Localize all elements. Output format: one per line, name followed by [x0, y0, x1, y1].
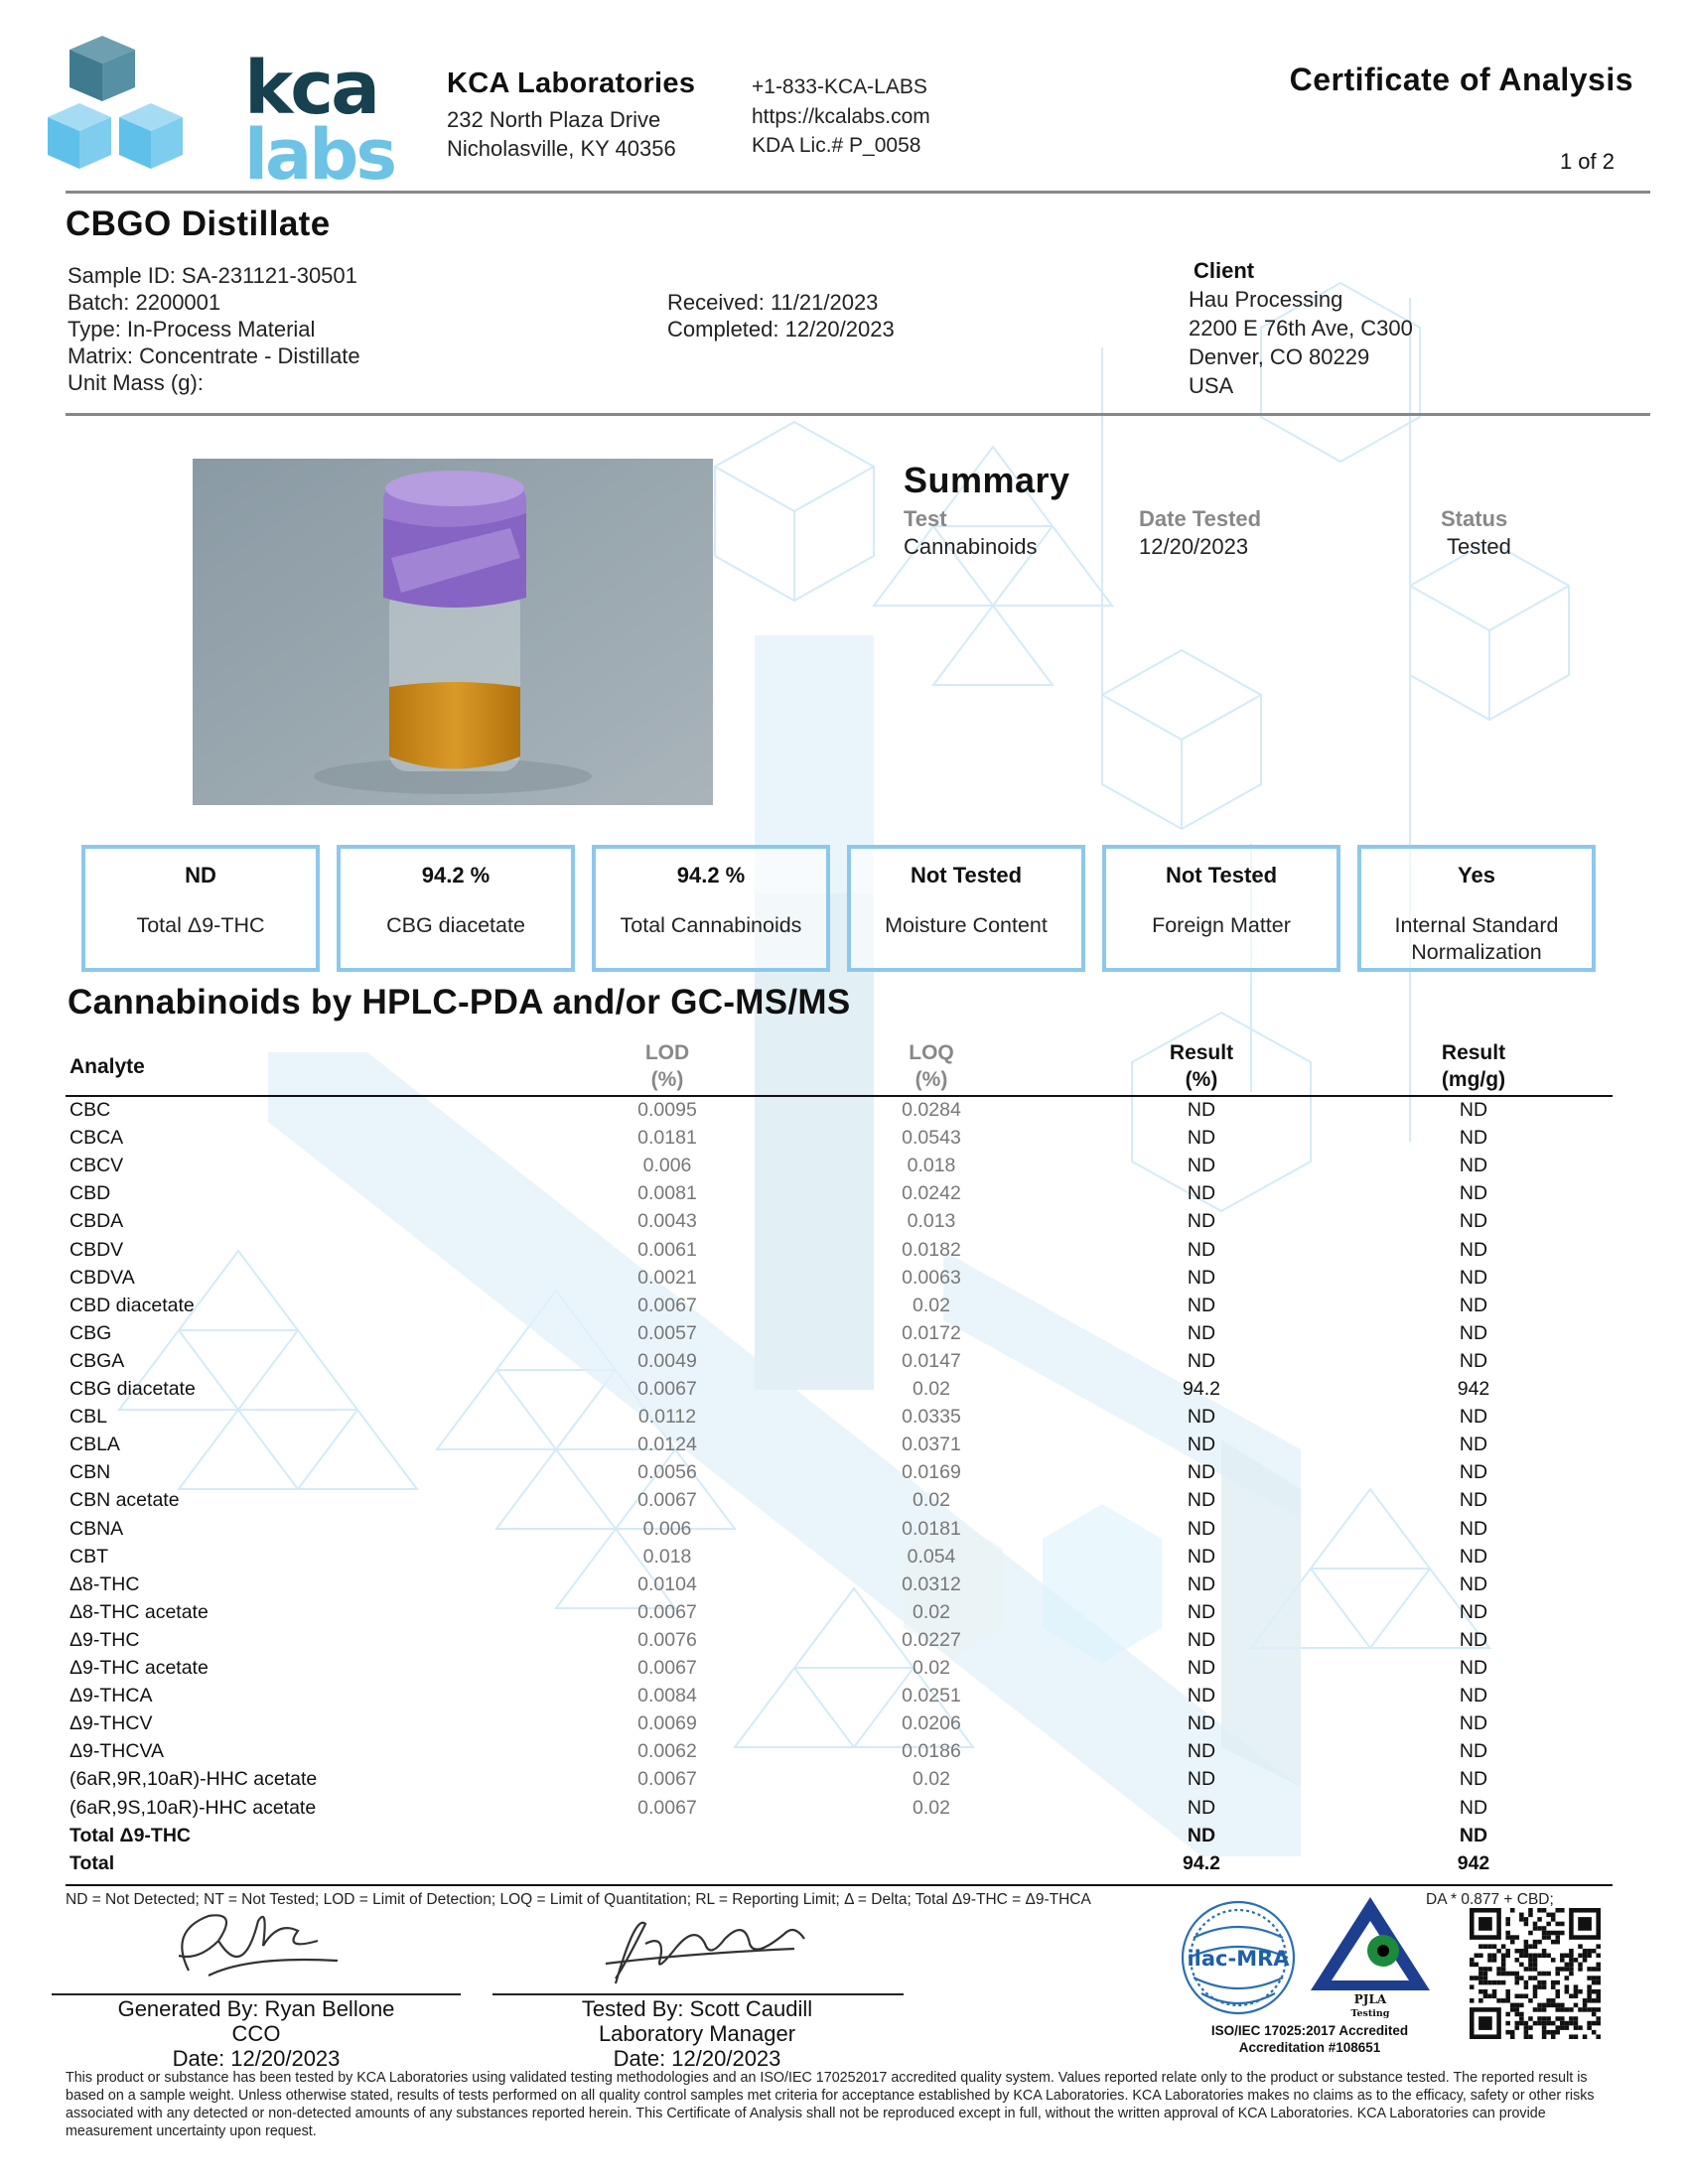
signature-generated-date: Date: 12/20/2023 [172, 2046, 341, 2071]
result-percent: ND [1187, 1406, 1216, 1429]
analyte-name: Δ9-THCA [70, 1685, 153, 1707]
analyte-name: CBG [70, 1321, 112, 1344]
signature-tested-date: Date: 12/20/2023 [613, 2046, 781, 2071]
lab-phone: +1-833-KCA-LABS [752, 75, 927, 98]
result-percent: ND [1187, 1433, 1216, 1456]
analyte-name: CBN acetate [70, 1489, 180, 1512]
header-divider [66, 191, 1650, 194]
table-row [0, 1097, 1688, 1125]
lod-value: 0.0057 [637, 1321, 697, 1344]
col-header-loq [860, 1039, 1003, 1093]
table-row [0, 1432, 1688, 1459]
lod-value: 0.0067 [637, 1294, 697, 1316]
product-name: CBGO Distillate [66, 205, 331, 243]
loq-value: 0.02 [913, 1378, 950, 1400]
table-row [0, 1599, 1688, 1627]
accreditation-line2: Accreditation #108651 [1238, 2040, 1381, 2055]
loq-value: 0.0186 [902, 1740, 961, 1763]
result-box-label: Total Cannabinoids [620, 913, 802, 937]
loq-value: 0.0147 [902, 1349, 961, 1372]
pjla-logo [1306, 1891, 1435, 2020]
table-row [0, 1544, 1688, 1571]
summary-status: Tested [1447, 534, 1511, 559]
analyte-name: CBD [70, 1182, 111, 1205]
col-header-analyte: Analyte [70, 1055, 145, 1078]
sample-type: Type: In-Process Material [68, 317, 316, 341]
lod-value: 0.0095 [637, 1099, 697, 1121]
loq-value: 0.0206 [902, 1712, 961, 1735]
result-percent: ND [1187, 1099, 1216, 1121]
table-row [0, 1516, 1688, 1544]
table-row [0, 1487, 1688, 1515]
logo-wordmark-top: kca [244, 46, 378, 131]
col-header-result-percent-line2: (%) [1185, 1068, 1218, 1091]
loq-value: 0.0172 [902, 1321, 961, 1344]
analyte-name: CBD diacetate [70, 1294, 195, 1316]
lod-value: 0.0062 [637, 1740, 697, 1763]
result-mgg: ND [1459, 1572, 1488, 1595]
result-box-value: ND [185, 863, 216, 887]
result-box-label: Internal Standard Normalization [1394, 913, 1559, 964]
analyte-name: CBDV [70, 1238, 124, 1261]
lab-name: KCA Laboratories [447, 68, 696, 99]
result-percent: ND [1187, 1628, 1216, 1651]
total-name: Total [70, 1851, 115, 1874]
loq-value: 0.02 [913, 1600, 950, 1623]
loq-value: 0.0063 [902, 1266, 961, 1289]
analyte-name: CBLA [70, 1433, 120, 1456]
analyte-name: CBL [70, 1406, 107, 1429]
result-box-moisture [847, 845, 1085, 972]
signature-block-tested [479, 1996, 915, 2071]
lod-value: 0.0067 [637, 1378, 697, 1400]
result-box-value: Not Tested [910, 863, 1023, 887]
result-box-foreign-matter [1102, 845, 1340, 972]
col-header-result-percent [1132, 1039, 1271, 1093]
result-mgg: ND [1459, 1796, 1488, 1819]
analyte-name: Δ9-THCVA [70, 1740, 165, 1763]
result-box-value: 94.2 % [676, 863, 746, 887]
result-percent: ND [1187, 1796, 1216, 1819]
kca-labs-logo [40, 36, 417, 185]
document-title: Certificate of Analysis [1289, 62, 1633, 97]
table-row [0, 1320, 1688, 1348]
client-name: Hau Processing [1189, 287, 1343, 312]
table-row [0, 1265, 1688, 1293]
lod-value: 0.0056 [637, 1461, 697, 1484]
result-mgg: ND [1459, 1740, 1488, 1763]
result-mgg: 942 [1457, 1378, 1490, 1400]
loq-value: 0.02 [913, 1768, 950, 1791]
analyte-name: CBDVA [70, 1266, 135, 1289]
analyte-name: CBCV [70, 1155, 124, 1177]
result-box-total-d9thc [81, 845, 320, 972]
signature-line-generated [52, 1993, 461, 1995]
result-percent: ND [1187, 1740, 1216, 1763]
analyte-name: CBT [70, 1545, 108, 1568]
loq-value: 0.02 [913, 1294, 950, 1316]
client-street: 2200 E 76th Ave, C300 [1189, 316, 1413, 341]
result-box-label: Foreign Matter [1152, 913, 1291, 937]
lod-value: 0.0061 [637, 1238, 697, 1261]
analyte-name: CBCA [70, 1127, 124, 1150]
result-percent: ND [1187, 1545, 1216, 1568]
result-box-value: 94.2 % [421, 863, 491, 887]
table-row [0, 1376, 1688, 1404]
table-row [0, 1571, 1688, 1599]
col-header-result-percent-line1: Result [1169, 1041, 1234, 1064]
summary-header-test: Test [904, 506, 947, 531]
loq-value: 0.0251 [902, 1685, 961, 1707]
page-number: 1 of 2 [1559, 149, 1615, 174]
lod-value: 0.0067 [637, 1489, 697, 1512]
loq-value: 0.02 [913, 1489, 950, 1512]
total-result-percent: 94.2 [1183, 1851, 1220, 1874]
lod-value: 0.0043 [637, 1210, 697, 1233]
pjla-testing-label: Testing [1350, 2008, 1390, 2019]
col-header-loq-line1: LOQ [909, 1041, 954, 1064]
client-city: Denver, CO 80229 [1189, 344, 1370, 369]
table-row [0, 1795, 1688, 1823]
sample-id: Sample ID: SA-231121-30501 [68, 263, 357, 288]
analyte-name: Δ9-THC [70, 1628, 140, 1651]
result-mgg: ND [1459, 1712, 1488, 1735]
result-percent: ND [1187, 1461, 1216, 1484]
result-mgg: ND [1459, 1600, 1488, 1623]
loq-value: 0.0182 [902, 1238, 961, 1261]
client-heading: Client [1194, 258, 1255, 283]
loq-value: 0.0169 [902, 1461, 961, 1484]
lab-website[interactable]: https://kcalabs.com [752, 105, 930, 128]
lod-value: 0.0084 [637, 1685, 697, 1707]
result-box-normalization [1357, 845, 1596, 972]
ilac-mra-logo [1174, 1896, 1303, 2020]
loq-value: 0.0371 [902, 1433, 961, 1456]
client-country: USA [1189, 373, 1234, 398]
completed-date: Completed: 12/20/2023 [667, 317, 895, 341]
result-mgg: ND [1459, 1768, 1488, 1791]
col-header-result-mgg-line2: (mg/g) [1441, 1068, 1506, 1091]
result-box-value: Yes [1458, 863, 1495, 887]
lod-value: 0.0069 [637, 1712, 697, 1735]
lod-value: 0.0081 [637, 1182, 697, 1205]
table-row [0, 1293, 1688, 1320]
col-header-result-mgg-line1: Result [1441, 1041, 1506, 1064]
col-header-result-mgg [1404, 1039, 1543, 1093]
result-mgg: ND [1459, 1099, 1488, 1121]
logo-cubes-icon [48, 36, 183, 169]
result-box-label: Total Δ9-THC [136, 913, 265, 937]
section-title: Cannabinoids by HPLC-PDA and/or GC-MS/MS [68, 983, 851, 1022]
result-mgg: ND [1459, 1238, 1488, 1261]
summary-header-status: Status [1441, 506, 1508, 531]
total-result-percent: ND [1187, 1824, 1216, 1846]
batch: Batch: 2200001 [68, 290, 221, 315]
qr-code[interactable] [1470, 1908, 1601, 2039]
result-mgg: ND [1459, 1545, 1488, 1568]
lod-value: 0.0067 [637, 1657, 697, 1679]
result-percent: ND [1187, 1266, 1216, 1289]
result-box-total-cannabinoids [592, 845, 830, 972]
result-mgg: ND [1459, 1685, 1488, 1707]
result-mgg: ND [1459, 1349, 1488, 1372]
result-mgg: ND [1459, 1321, 1488, 1344]
table-row [0, 1208, 1688, 1236]
lod-value: 0.0021 [637, 1266, 697, 1289]
result-percent: ND [1187, 1685, 1216, 1707]
loq-value: 0.0181 [902, 1517, 961, 1540]
result-percent: ND [1187, 1238, 1216, 1261]
signature-generated-title: CCO [231, 2021, 281, 2046]
matrix: Matrix: Concentrate - Distillate [68, 343, 360, 368]
analyte-name: CBN [70, 1461, 111, 1484]
lod-value: 0.0076 [637, 1628, 697, 1651]
signature-ryan-bellone [149, 1901, 348, 1990]
lab-address-line2: Nicholasville, KY 40356 [447, 136, 676, 161]
summary-title: Summary [904, 460, 1070, 500]
table-row [0, 1655, 1688, 1683]
lod-value: 0.006 [642, 1155, 692, 1177]
result-box-value: Not Tested [1165, 863, 1278, 887]
table-row [0, 1683, 1688, 1710]
analyte-name: CBGA [70, 1349, 125, 1372]
signature-line-tested [492, 1993, 904, 1995]
result-percent: 94.2 [1183, 1378, 1220, 1400]
result-box-cbg-diacetate [337, 845, 575, 972]
signature-generated-by: Generated By: Ryan Bellone [117, 1996, 395, 2021]
result-percent: ND [1187, 1572, 1216, 1595]
loq-value: 0.02 [913, 1657, 950, 1679]
result-percent: ND [1187, 1657, 1216, 1679]
result-mgg: ND [1459, 1657, 1488, 1679]
result-mgg: ND [1459, 1433, 1488, 1456]
analyte-name: Δ8-THC [70, 1572, 140, 1595]
lod-value: 0.0112 [637, 1406, 697, 1429]
loq-value: 0.0227 [902, 1628, 961, 1651]
loq-value: 0.054 [907, 1545, 956, 1568]
total-result-mgg: ND [1459, 1824, 1488, 1846]
result-percent: ND [1187, 1349, 1216, 1372]
summary-test: Cannabinoids [904, 534, 1038, 559]
result-percent: ND [1187, 1600, 1216, 1623]
result-mgg: ND [1459, 1489, 1488, 1512]
col-header-loq-line2: (%) [914, 1068, 948, 1091]
lab-license: KDA Lic.# P_0058 [752, 134, 921, 157]
result-mgg: ND [1459, 1155, 1488, 1177]
table-total-row [0, 1823, 1688, 1850]
table-row [0, 1459, 1688, 1487]
result-percent: ND [1187, 1321, 1216, 1344]
result-percent: ND [1187, 1127, 1216, 1150]
lod-value: 0.0181 [637, 1127, 697, 1150]
col-header-lod [596, 1039, 739, 1093]
legend: ND = Not Detected; NT = Not Tested; LOD = Limit of Detection; LOQ = Limit of Quantitation; RL = Reporting Limit; Δ = Delta; Total Δ9-THC = Δ9-THCA [66, 1891, 1091, 1908]
result-percent: ND [1187, 1182, 1216, 1205]
signature-block-generated [38, 1996, 475, 2071]
analyte-name: CBC [70, 1099, 111, 1121]
result-percent: ND [1187, 1712, 1216, 1735]
table-row [0, 1627, 1688, 1655]
table-total-row [0, 1850, 1688, 1878]
analyte-name: CBG diacetate [70, 1378, 196, 1400]
result-percent: ND [1187, 1517, 1216, 1540]
table-row [0, 1710, 1688, 1738]
summary-date: 12/20/2023 [1139, 534, 1249, 559]
loq-value: 0.0284 [902, 1099, 961, 1121]
signature-tested-title: Laboratory Manager [598, 2021, 796, 2046]
result-percent: ND [1187, 1155, 1216, 1177]
result-mgg: ND [1459, 1628, 1488, 1651]
analyte-name: CBNA [70, 1517, 124, 1540]
table-row [0, 1766, 1688, 1794]
table-row [0, 1125, 1688, 1153]
table-row [0, 1237, 1688, 1265]
result-mgg: ND [1459, 1266, 1488, 1289]
analyte-name: CBDA [70, 1210, 124, 1233]
table-bottom-rule [66, 1884, 1613, 1886]
disclaimer: This product or substance has been tested by KCA Laboratories using validated testing methodologies and an ISO/IEC 170252017 accredited quality system. Values reported relate only to the product or substance tested. The reported result is based on a sample weight. Unless otherwise stated, results of tests performed on all quality control samples met criteria for acceptance established by KCA Laboratories. KCA Laboratories makes no claims as to the efficacy, safety or other risks associated with any detected or non-detected amounts of any substances reported herein. This Certificate of Analysis shall not be reproduced except in full, without the written approval of KCA Laboratories. KCA Laboratories can provide measurement uncertainty upon request. [66, 2070, 1595, 2139]
col-header-lod-line2: (%) [650, 1068, 684, 1091]
result-percent: ND [1187, 1768, 1216, 1791]
logo-wordmark-bottom: labs [244, 114, 395, 185]
result-mgg: ND [1459, 1127, 1488, 1150]
result-percent: ND [1187, 1489, 1216, 1512]
result-mgg: ND [1459, 1182, 1488, 1205]
lod-value: 0.0067 [637, 1600, 697, 1623]
loq-value: 0.0543 [902, 1127, 961, 1150]
lod-value: 0.0067 [637, 1796, 697, 1819]
lod-value: 0.0049 [637, 1349, 697, 1372]
result-percent: ND [1187, 1210, 1216, 1233]
total-name: Total Δ9-THC [70, 1824, 191, 1846]
loq-value: 0.02 [913, 1796, 950, 1819]
analyte-name: Δ9-THC acetate [70, 1657, 209, 1679]
lod-value: 0.0124 [637, 1433, 697, 1456]
col-header-lod-line1: LOD [644, 1041, 690, 1064]
result-mgg: ND [1459, 1461, 1488, 1484]
result-box-label: Moisture Content [885, 913, 1048, 937]
result-mgg: ND [1459, 1210, 1488, 1233]
pjla-label: PJLA [1353, 1992, 1387, 2006]
table-row [0, 1348, 1688, 1376]
legend-formula: DA * 0.877 + CBD; [1426, 1891, 1554, 1908]
unit-mass: Unit Mass (g): [68, 370, 204, 395]
lod-value: 0.018 [642, 1545, 692, 1568]
ilac-label: ilac-MRA [1187, 1947, 1290, 1971]
analyte-name: (6aR,9R,10aR)-HHC acetate [70, 1768, 318, 1791]
result-percent: ND [1187, 1294, 1216, 1316]
lod-value: 0.006 [642, 1517, 692, 1540]
analyte-name: Δ9-THCV [70, 1712, 153, 1735]
lab-address-line1: 232 North Plaza Drive [447, 107, 661, 132]
total-result-mgg: 942 [1457, 1851, 1490, 1874]
table-row [0, 1738, 1688, 1766]
loq-value: 0.0312 [902, 1572, 961, 1595]
result-mgg: ND [1459, 1517, 1488, 1540]
result-box-label: CBG diacetate [386, 913, 525, 937]
result-mgg: ND [1459, 1294, 1488, 1316]
analyte-name: (6aR,9S,10aR)-HHC acetate [70, 1796, 317, 1819]
loq-value: 0.018 [907, 1155, 956, 1177]
received-date: Received: 11/21/2023 [667, 290, 879, 315]
table-row [0, 1180, 1688, 1208]
signature-scott-caudill [586, 1904, 814, 1993]
result-mgg: ND [1459, 1406, 1488, 1429]
lod-value: 0.0067 [637, 1768, 697, 1791]
table-row [0, 1153, 1688, 1180]
table-row [0, 1404, 1688, 1432]
summary-header-date: Date Tested [1139, 506, 1262, 531]
lod-value: 0.0104 [637, 1572, 697, 1595]
signature-tested-by: Tested By: Scott Caudill [581, 1996, 813, 2021]
sample-photo [193, 459, 713, 805]
accreditation-text [1180, 2022, 1440, 2056]
loq-value: 0.0335 [902, 1406, 961, 1429]
loq-value: 0.013 [907, 1210, 956, 1233]
loq-value: 0.0242 [902, 1182, 961, 1205]
analyte-name: Δ8-THC acetate [70, 1600, 209, 1623]
info-divider [66, 413, 1650, 416]
accreditation-line1: ISO/IEC 17025:2017 Accredited [1210, 2023, 1409, 2038]
